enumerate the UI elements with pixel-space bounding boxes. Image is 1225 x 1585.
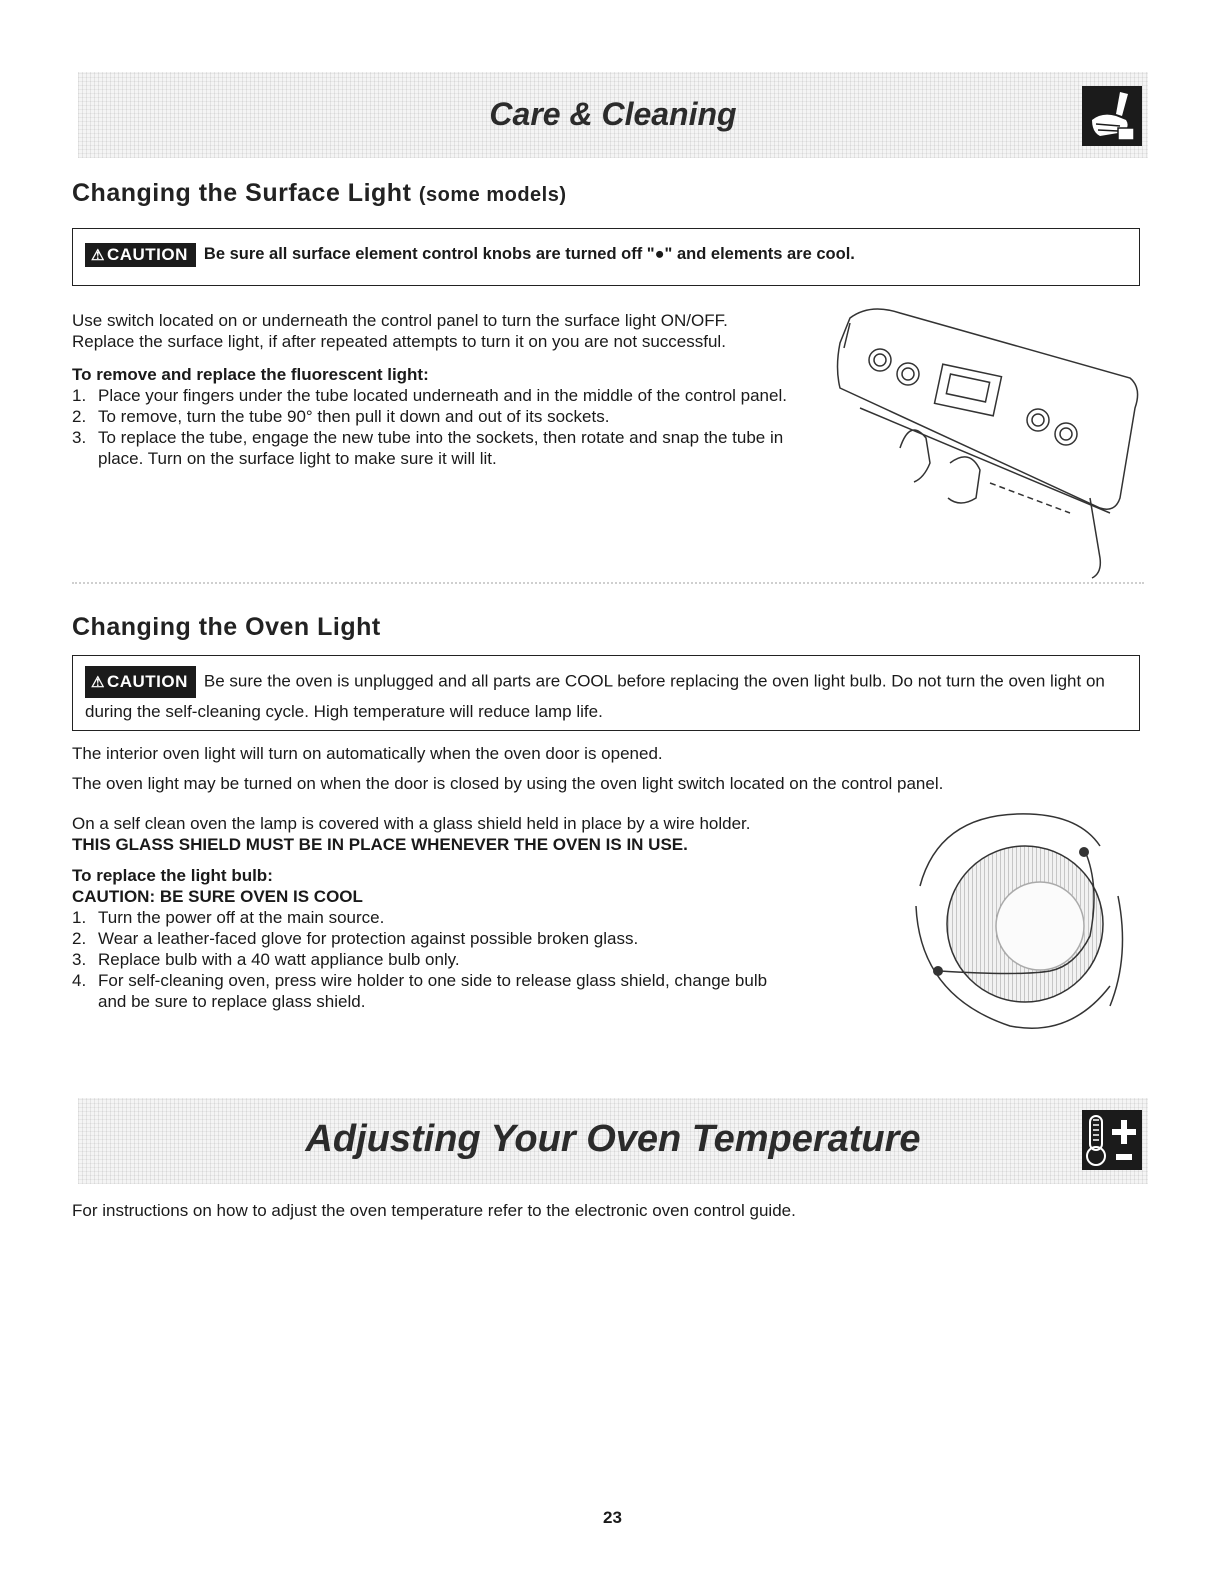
banner-title: Care & Cleaning <box>489 96 737 132</box>
oven-light-body <box>72 743 1142 794</box>
surface-light-heading: Changing the Surface Light (some models) <box>72 179 567 207</box>
intro-line-2: Replace the surface light, if after repeated attempts to turn it on you are not successful. <box>72 332 726 351</box>
thermometer-plus-minus-icon <box>1082 1110 1142 1170</box>
fluorescent-subheading: To remove and replace the fluorescent light: <box>72 365 429 384</box>
caution-text: Be sure all surface element control knobs are turned off "●" and elements are cool. <box>203 245 855 264</box>
surface-light-body <box>72 310 807 469</box>
list-item: 3. Replace bulb with a 40 watt appliance bulb only. <box>72 950 460 969</box>
banner-title: Adjusting Your Oven Temperature <box>305 1118 921 1160</box>
temperature-instructions: For instructions on how to adjust the oven temperature refer to the electronic oven control guide. <box>72 1201 796 1220</box>
hand-cleaning-icon <box>1082 86 1142 146</box>
list-item: 1. Turn the power off at the main source. <box>72 908 385 927</box>
caution-badge: ⚠ CAUTION <box>85 243 196 267</box>
cool-caution: CAUTION: BE SURE OVEN IS COOL <box>72 887 363 906</box>
control-panel-illustration <box>830 298 1145 580</box>
bulb-steps <box>72 907 872 1012</box>
list-item: 3. To replace the tube, engage the new tube into the sockets, then rotate and snap the tube in place. Turn on the surface light to make sure it will lit. <box>72 428 784 468</box>
warning-icon: ⚠ <box>91 247 105 264</box>
list-item: 2. To remove, turn the tube 90° then pull it down and out of its sockets. <box>72 407 610 426</box>
list-item: 1. Place your fingers under the tube located underneath and in the middle of the control panel. <box>72 386 787 405</box>
bulb-subheading: To replace the light bulb: <box>72 866 273 885</box>
oven-para-3: On a self clean oven the lamp is covered with a glass shield held in place by a wire holder. <box>72 814 751 833</box>
intro-line-1: Use switch located on or underneath the control panel to turn the surface light ON/OFF. <box>72 311 728 330</box>
list-item: 4. For self-cleaning oven, press wire holder to one side to release glass shield, change bulb and be sure to replace glass shield. <box>72 971 768 1011</box>
fluorescent-steps <box>72 385 807 469</box>
oven-light-illustration <box>900 806 1140 1038</box>
warning-icon: ⚠ <box>91 674 105 691</box>
oven-caution-box <box>72 655 1140 731</box>
oven-light-heading: Changing the Oven Light <box>72 613 381 641</box>
page-number: 23 <box>603 1508 622 1527</box>
caution-text: Be sure the oven is unplugged and all parts are COOL before replacing the oven light bulb. Do not turn the oven light on during the self-cleaning cycle. High temperature will reduce lamp life. <box>85 671 1105 721</box>
oven-para-1: The interior oven light will turn on automatically when the oven door is opened. <box>72 744 663 763</box>
care-cleaning-banner <box>78 72 1148 158</box>
surface-caution-box <box>72 228 1140 286</box>
bulb-instructions <box>72 813 872 1012</box>
glass-shield-warning: THIS GLASS SHIELD MUST BE IN PLACE WHENEVER THE OVEN IS IN USE. <box>72 835 688 854</box>
caution-badge: ⚠ CAUTION <box>85 666 196 698</box>
list-item: 2. Wear a leather-faced glove for protection against possible broken glass. <box>72 929 639 948</box>
section-divider <box>72 582 1144 584</box>
oven-para-2: The oven light may be turned on when the door is closed by using the oven light switch located on the control panel. <box>72 774 944 793</box>
heading-suffix: (some models) <box>418 184 567 206</box>
oven-temperature-banner <box>78 1098 1148 1184</box>
